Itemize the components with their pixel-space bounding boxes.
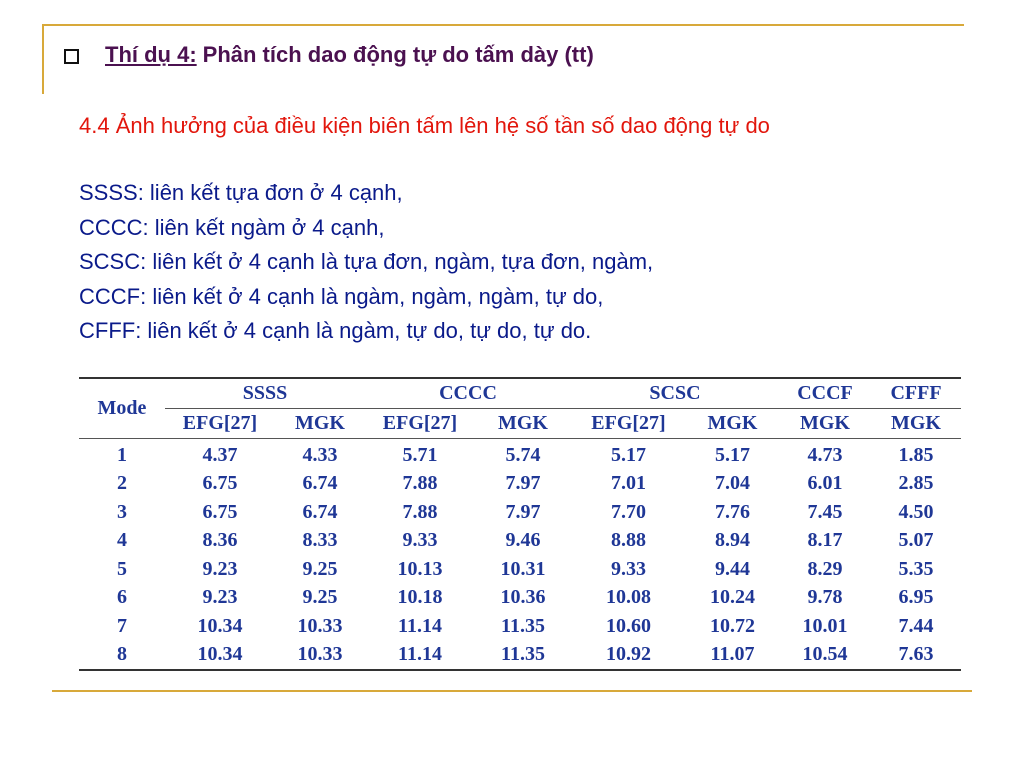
value-cell: 10.34 (197, 614, 243, 637)
definition-line: CCCC: liên kết ngàm ở 4 cạnh, (79, 214, 385, 240)
value-cell: 7.45 (807, 500, 843, 523)
subheader-cell: MGK (475, 409, 571, 439)
frequency-table (79, 377, 961, 671)
value-cell: 4.50 (898, 500, 934, 523)
value-cell: 11.07 (686, 641, 779, 671)
value-cell: 2.85 (898, 472, 934, 495)
value-cell: 6.74 (302, 500, 338, 523)
frame-left-line (42, 24, 44, 94)
subheader-cell: EFG[27] (165, 409, 275, 439)
value-cell: 10.18 (397, 586, 443, 609)
value-cell: 7.01 (611, 472, 646, 495)
subheader-cell: MGK (686, 409, 779, 439)
value-cell: 9.33 (402, 529, 438, 552)
value-cell: 6.95 (898, 586, 934, 609)
mode-header: Mode (79, 378, 165, 439)
group-header-ssss: SSSS (165, 378, 365, 409)
value-cell: 10.24 (710, 586, 755, 609)
value-cell: 9.44 (715, 557, 750, 580)
value-cell: 10.34 (165, 641, 275, 671)
value-cell: 4.33 (302, 443, 338, 466)
mode-cell: 3 (117, 500, 127, 523)
group-header-cccc: CCCC (365, 378, 571, 409)
mode-cell: 8 (79, 641, 165, 671)
value-cell: 1.85 (898, 443, 934, 466)
mode-cell: 6 (117, 586, 127, 609)
value-cell: 6.74 (302, 472, 338, 495)
value-cell: 9.33 (611, 557, 646, 580)
group-header-scsc: SCSC (571, 378, 779, 409)
group-header-cfff: CFFF (871, 378, 961, 409)
value-cell: 9.25 (302, 586, 338, 609)
value-cell: 5.74 (505, 443, 541, 466)
definition-line: SCSC: liên kết ở 4 cạnh là tựa đơn, ngàm, tựa đơn, ngàm, (79, 249, 654, 274)
section-subtitle: 4.4 Ảnh hưởng của điều kiện biên tấm lên hệ số tần số dao động tự do (79, 113, 770, 138)
value-cell: 10.01 (802, 614, 848, 637)
value-cell: 5.71 (402, 443, 438, 466)
table-row (79, 470, 961, 499)
value-cell: 11.14 (365, 641, 475, 671)
title-prefix: Thí dụ 4: (105, 42, 197, 67)
value-cell: 10.08 (606, 586, 651, 609)
mode-cell: 1 (117, 443, 127, 466)
definition-line: CFFF: liên kết ở 4 cạnh là ngàm, tự do, tự do, tự do. (79, 318, 592, 343)
value-cell: 11.35 (501, 614, 545, 637)
value-cell: 9.46 (505, 529, 541, 552)
definition-line: SSSS: liên kết tựa đơn ở 4 cạnh, (79, 180, 403, 205)
value-cell: 8.88 (611, 529, 646, 552)
value-cell: 6.75 (202, 472, 238, 495)
subheader-cell: MGK (871, 409, 961, 439)
value-cell: 9.78 (807, 586, 843, 609)
value-cell: 7.97 (505, 472, 541, 495)
value-cell: 7.88 (402, 500, 438, 523)
value-cell: 7.97 (505, 500, 541, 523)
value-cell: 11.14 (398, 614, 442, 637)
group-header-cccf: CCCF (779, 378, 871, 409)
mode-cell: 7 (117, 614, 127, 637)
slide-title (64, 42, 594, 68)
value-cell: 10.72 (710, 614, 755, 637)
value-cell: 9.25 (302, 557, 338, 580)
subheader-cell: EFG[27] (365, 409, 475, 439)
frame-bottom-line (52, 690, 972, 692)
value-cell: 7.63 (871, 641, 961, 671)
value-cell: 4.37 (202, 443, 238, 466)
definition-line: CCCF: liên kết ở 4 cạnh là ngàm, ngàm, ngàm, tự do, (79, 283, 604, 309)
value-cell: 10.60 (606, 614, 651, 637)
table-row (79, 555, 961, 584)
value-cell: 11.35 (475, 641, 571, 671)
value-cell: 10.33 (297, 614, 343, 637)
value-cell: 8.17 (807, 529, 843, 552)
value-cell: 5.17 (715, 443, 750, 466)
value-cell: 6.01 (807, 472, 843, 495)
table-row (79, 498, 961, 527)
square-bullet-icon (64, 49, 79, 64)
mode-cell: 2 (117, 472, 127, 495)
value-cell: 8.33 (302, 529, 338, 552)
title-text: Phân tích dao động tự do tấm dày (tt) (202, 42, 594, 67)
value-cell: 8.29 (807, 557, 843, 580)
value-cell: 9.23 (202, 557, 238, 580)
table-body (79, 439, 961, 671)
frame-top-line (42, 24, 964, 26)
subheader-cell: MGK (779, 409, 871, 439)
value-cell: 5.17 (611, 443, 646, 466)
table-row (79, 527, 961, 556)
value-cell: 6.75 (202, 500, 238, 523)
table-subheader-row (79, 409, 961, 439)
mode-cell: 4 (117, 529, 127, 552)
value-cell: 8.36 (202, 529, 238, 552)
table-row (79, 439, 961, 470)
value-cell: 10.31 (500, 557, 546, 580)
value-cell: 10.92 (571, 641, 686, 671)
value-cell: 7.76 (715, 500, 750, 523)
value-cell: 10.36 (500, 586, 546, 609)
value-cell: 10.54 (779, 641, 871, 671)
mode-cell: 5 (117, 557, 127, 580)
table-header-row (79, 378, 961, 409)
subheader-cell: EFG[27] (571, 409, 686, 439)
value-cell: 5.07 (898, 529, 934, 552)
table-row (79, 641, 961, 671)
subheader-cell: MGK (275, 409, 365, 439)
table-row (79, 612, 961, 641)
value-cell: 10.33 (275, 641, 365, 671)
value-cell: 7.88 (402, 472, 438, 495)
value-cell: 9.23 (202, 586, 238, 609)
value-cell: 4.73 (807, 443, 843, 466)
value-cell: 5.35 (898, 557, 934, 580)
value-cell: 7.44 (898, 614, 934, 637)
value-cell: 7.70 (611, 500, 646, 523)
value-cell: 10.13 (397, 557, 443, 580)
table-row (79, 584, 961, 613)
boundary-definitions (79, 176, 653, 349)
value-cell: 8.94 (715, 529, 750, 552)
value-cell: 7.04 (715, 472, 750, 495)
